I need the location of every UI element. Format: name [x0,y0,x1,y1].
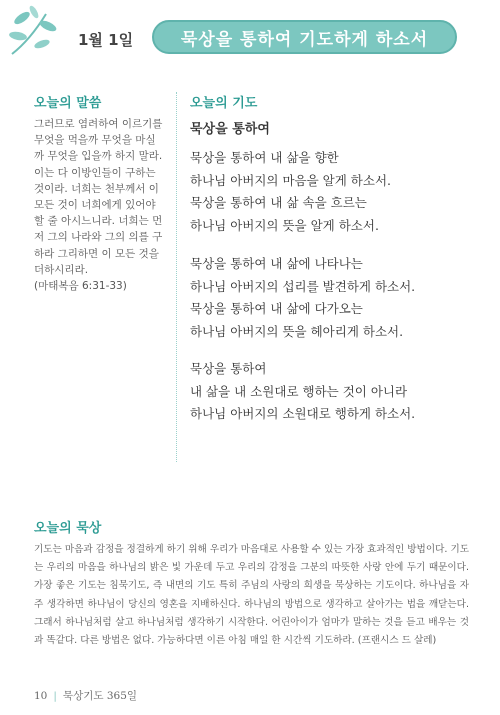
book-title: 묵상기도 365일 [62,690,138,702]
prayer-line: 묵상을 통하여 내 삶 속을 흐르는 [190,195,367,210]
page-title: 묵상을 통하여 기도하게 하소서 [152,20,457,54]
meditation-text: 기도는 마음과 감정을 정결하게 하기 위해 우리가 마음대로 사용할 수 있는 가장 효과적인 방법이다. 기도는 우리의 마음을 하나님의 밝은 빛 가운데 두고 우리의 감정을 그분의 따뜻한 사랑 안에 두기 때문이다. 가장 좋은 기도는 침묵기도, 즉 내면의 기도 특히 주님의 사랑의 희생을 묵상하는 기도이다. 하나님을 자주 생각하면 하나님이 당신의 영혼을 지배하신다. 하나님의 방법으로 생각하고 살아가는 법을 깨닫는다. 그래서 하나님처럼 살고 하나님처럼 생각하기 시작한다. 어린아이가 엄마가 말하는 것을 듣고 배우는 것과 똑같다. 다른 방법은 없다. 가능하다면 이른 아침 매일 한 시간씩 기도하라. (프랜시스 드 살레) [34,544,469,647]
page-footer [34,688,137,703]
prayer-heading: 오늘의 기도 [190,96,258,111]
prayer-title: 묵상을 통하여 [190,122,270,137]
page-number: 10 [34,690,48,702]
column-divider [176,92,177,462]
prayer-line: 묵상을 통하여 [190,361,267,376]
prayer-line: 내 삶을 내 소원대로 행하는 것이 아니라 [190,383,408,399]
prayer-line: 하나님 아버지의 마음을 알게 하소서. [190,172,391,188]
prayer-line: 하나님 아버지의 섭리를 발견하게 하소서. [190,278,416,294]
word-heading: 오늘의 말씀 [34,96,102,111]
meditation-heading: 오늘의 묵상 [34,521,102,536]
date-label: 1월 1일 [78,31,134,49]
prayer-stanza [190,358,490,426]
scripture-text [34,116,164,294]
prayer-stanza [190,147,490,237]
prayer-line: 하나님 아버지의 뜻을 알게 하소서. [190,217,379,233]
prayer-line: 하나님 아버지의 소원대로 행하게 하소서. [190,406,416,421]
scripture-reference: (마태복음 6:31-33) [34,280,127,293]
prayer-line: 묵상을 통하여 내 삶에 나타나는 [190,256,363,271]
prayer-line: 묵상을 통하여 내 삶에 다가오는 [190,301,363,316]
prayer-line: 묵상을 통하여 내 삶을 향한 [190,150,339,165]
leaf-branch-icon [4,4,64,62]
footer-separator: | [53,690,57,702]
scripture-body: 그러므로 염려하여 이르기를 무엇을 먹을까 무엇을 마실까 무엇을 입을까 하지 말라. 이는 다 이방인들이 구하는 것이라. 너희는 천부께서 이 모든 것이 너희에게 있어야 할 줄 아시느니라. 너희는 먼저 그의 나라와 그의 의를 구하라 그리하면 이 모든 것을 더하시리라. [34,118,163,276]
prayer-line: 하나님 아버지의 뜻을 헤아리게 하소서. [190,323,404,339]
prayer-stanza [190,253,490,343]
